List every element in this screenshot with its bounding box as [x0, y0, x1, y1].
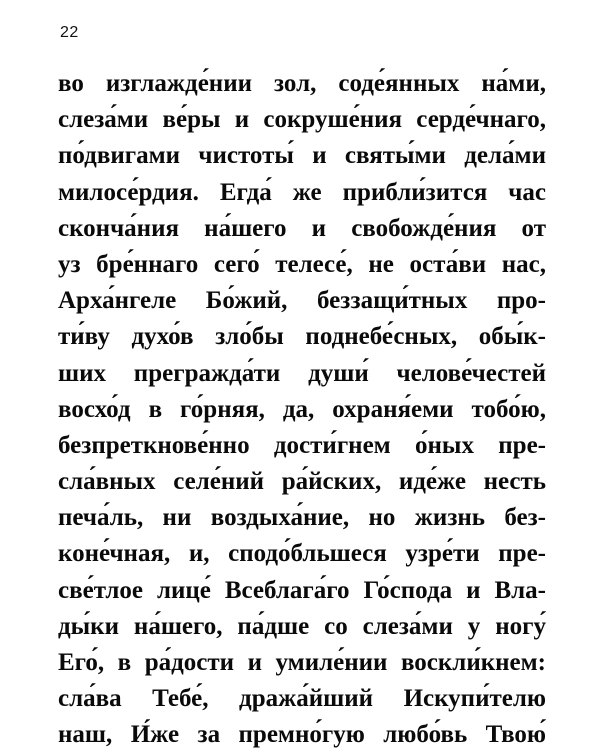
text-line: по́двигами чистоты́ и святы́ми дела́ми [58, 142, 546, 170]
text-line: безпреткнове́нно дости́гнем о́ных пре- [58, 431, 546, 459]
text-line: милосе́рдия. Егда́ же прибли́зится час [58, 178, 546, 206]
text-line: во изглажде́нии зол, соде́янных на́ми, [58, 70, 546, 97]
text-line: ды́ки на́шего, па́дше со слеза́ми у ногу́ [58, 612, 546, 640]
text-line: све́тлое лице́ Всеблага́го Го́спода и Вла- [58, 576, 546, 604]
text-line: печа́ль, ни воздыха́ние, но жизнь без- [58, 504, 546, 532]
text-line: сконча́ния на́шего и свобожде́ния от [58, 214, 546, 242]
text-line: Арха́нгеле Бо́жий, беззащи́тных про- [58, 287, 546, 315]
text-line: восхо́д в го́рняя, да, охраня́еми тобо́ю, [58, 395, 546, 423]
text-line: уз бре́ннаго сего́ телесе́, не оста́ви нас, [58, 250, 546, 278]
text-line: ти́ву духо́в зло́бы поднебе́сных, обы́к- [58, 323, 546, 351]
prayer-text [58, 66, 546, 754]
text-line: коне́чная, и, сподо́бльшеся узре́ти пре- [58, 540, 546, 568]
text-line: сла́вных селе́ний ра́йских, иде́же несть [58, 468, 546, 496]
text-line: наш, И́же за премно́гую любо́вь Твою́ [58, 721, 546, 749]
text-line: Его́, в ра́дости и умиле́нии воскли́кнем: [58, 649, 546, 676]
text-line: сла́ва Тебе́, дража́йший Искупи́телю [58, 685, 546, 713]
page-number: 22 [60, 24, 79, 41]
text-line: ших прегражда́ти души́ челове́честей [58, 359, 546, 387]
text-line: слеза́ми ве́ры и сокруше́ния серде́чнаго, [58, 106, 546, 134]
